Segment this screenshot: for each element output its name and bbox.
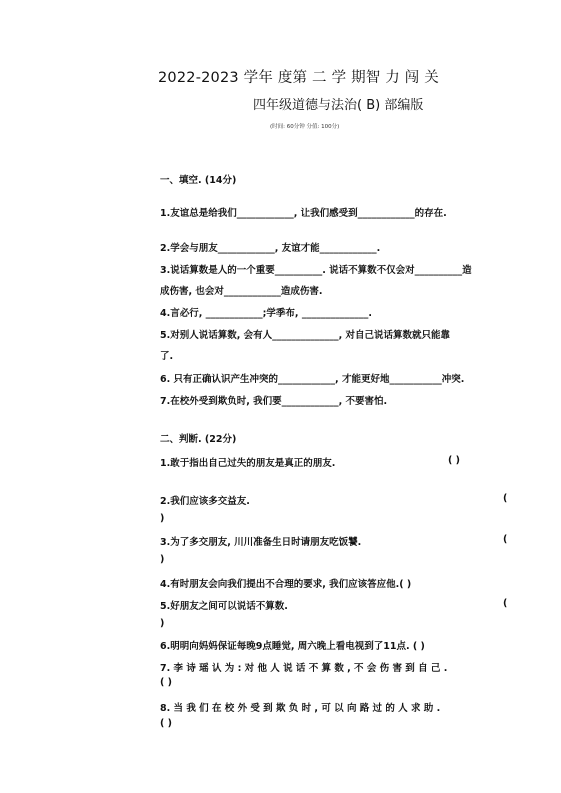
exam-time-score-note: (时间: 60分钟 分值: 100分) [270, 124, 340, 130]
judge-answer-3-close[interactable]: ) [160, 554, 165, 565]
judge-answer-8[interactable]: ( ) [160, 718, 172, 729]
exam-title-line2: 四年级道德与法治( B) 部编版 [253, 98, 424, 113]
fill-question-7: 7.在校外受到欺负时, 我们要____________, 不要害怕. [160, 396, 388, 407]
judge-question-7: 7. 李 诗 瑶 认 为 : 对 他 人 说 话 不 算 数 , 不 会 伤 害 到 自 己 . [160, 663, 448, 674]
judge-question-6: 6.明明向妈妈保证每晚9点睡觉, 周六晚上看电视到了11点. ( ) [160, 641, 425, 652]
exam-title-line1: 2022-2023 学年 度第 二 学 期智 力 闯 关 [158, 70, 440, 86]
judge-question-5: 5.好朋友之间可以说话不算数. [160, 601, 288, 612]
judge-answer-2-close[interactable]: ) [160, 513, 165, 524]
fill-question-5-line1: 5.对别人说话算数, 会有人______________, 对自己说话算数就只能靠 [160, 330, 451, 341]
judge-answer-5-open[interactable]: ( [503, 598, 508, 609]
judge-question-8: 8. 当 我 们 在 校 外 受 到 欺 负 时 , 可 以 向 路 过 的 人 求 助 . [160, 703, 441, 714]
fill-question-3-line1: 3.说话算数是人的一个重要__________. 说话不算数不仅会对__________造 [160, 265, 472, 276]
judge-answer-7[interactable]: ( ) [160, 677, 172, 688]
fill-question-5-line2: 了. [160, 351, 174, 362]
judge-question-4: 4.有时朋友会向我们提出不合理的要求, 我们应该答应他.( ) [160, 579, 412, 590]
judge-question-1: 1.敢于指出自己过失的朋友是真正的朋友. [160, 458, 336, 469]
fill-question-4: 4.言必行, ____________;学季布, ______________. [160, 308, 372, 319]
fill-question-3-line2: 成伤害, 也会对____________造成伤害. [160, 286, 323, 297]
section1-heading: 一、填空. (14分) [160, 175, 237, 186]
fill-question-6: 6. 只有正确认识产生冲突的____________, 才能更好地___________冲突. [160, 374, 465, 385]
judge-answer-2-open[interactable]: ( [503, 493, 508, 504]
judge-answer-3-open[interactable]: ( [503, 534, 508, 545]
fill-question-2: 2.学会与朋友____________, 友谊才能____________. [160, 243, 381, 254]
judge-question-2: 2.我们应该多交益友. [160, 496, 250, 507]
judge-question-3: 3.为了多交朋友, 川川准备生日时请朋友吃饭饕. [160, 537, 362, 548]
judge-answer-1[interactable]: ( ) [448, 455, 460, 466]
section2-heading: 二、判断. (22分) [160, 434, 237, 445]
judge-answer-5-close[interactable]: ) [160, 618, 165, 629]
fill-question-1: 1.友谊总是给我们____________, 让我们感受到____________的存在. [160, 208, 447, 219]
